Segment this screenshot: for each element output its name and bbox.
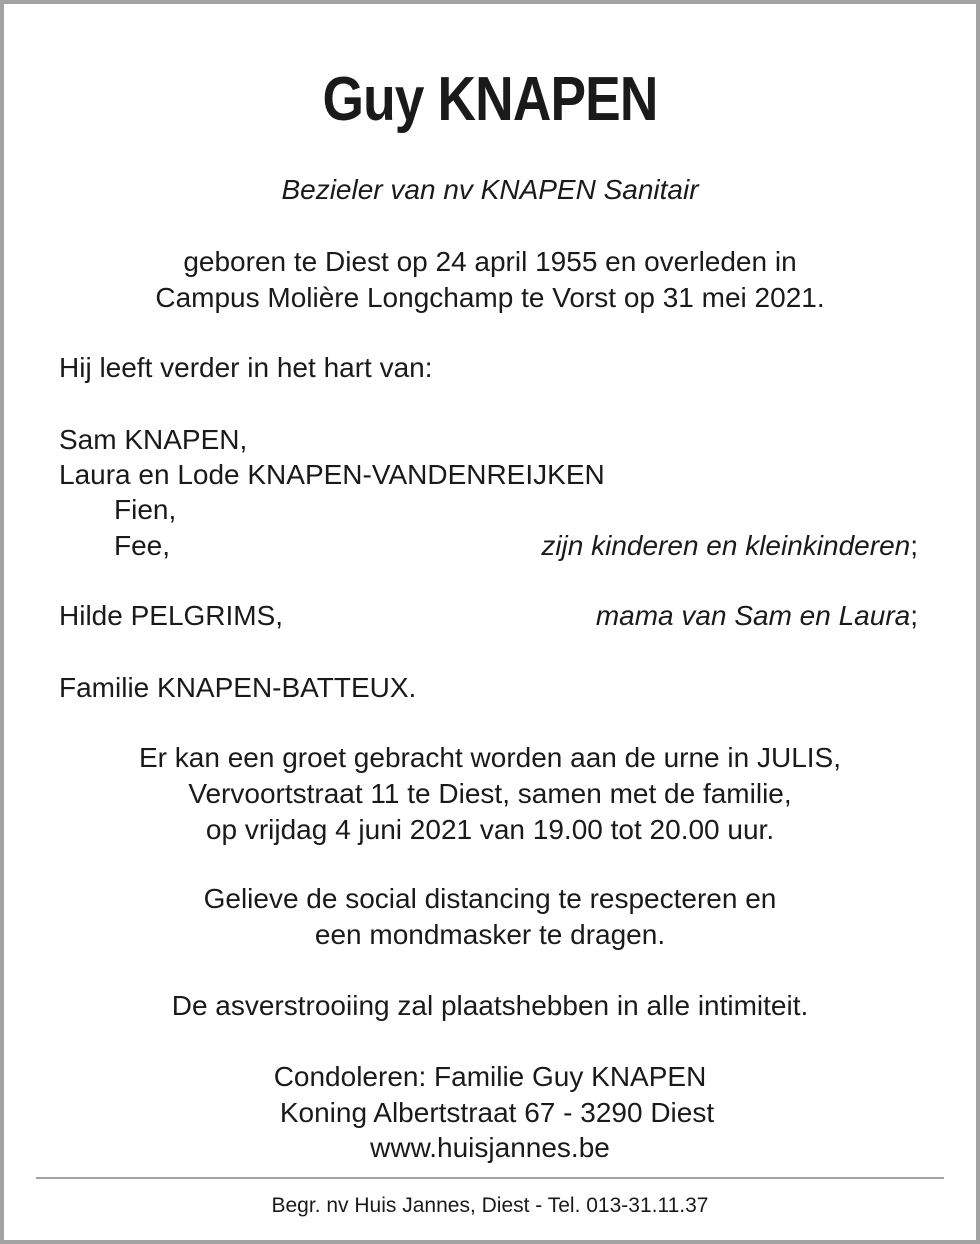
distancing-line-2: een mondmasker te dragen. (314, 919, 666, 950)
children-role (541, 528, 918, 564)
distancing-line-1: Gelieve de social distancing te respecteren en (203, 883, 777, 914)
scattering-text: De asverstrooiing zal plaatshebben in alle intimiteit. (171, 990, 809, 1021)
condolences-address: Koning Albertstraat 67 - 3290 Diest (279, 1097, 715, 1128)
family-member-fee: Fee, (114, 530, 171, 561)
hilde-role-text: mama van Sam en Laura (595, 600, 911, 631)
intro-text: Hij leeft verder in het hart van: (59, 352, 433, 383)
deceased-name: Guy KNAPEN (322, 65, 658, 134)
family-member-hilde: Hilde PELGRIMS, (59, 600, 284, 631)
hilde-role (596, 598, 918, 634)
family-member-fien: Fien, (114, 494, 177, 525)
subtitle: Bezieler van nv KNAPEN Sanitair (281, 174, 699, 205)
birth-line-1: geboren te Diest op 24 april 1955 en overleden in (183, 246, 797, 277)
hilde-role-punct: ; (910, 600, 918, 631)
family-member-sam: Sam KNAPEN, (59, 424, 248, 455)
greeting-line-1: Er kan een groet gebracht worden aan de urne in JULIS, (139, 742, 841, 773)
condolences-line-1: Condoleren: Familie Guy KNAPEN (273, 1061, 707, 1092)
greeting-line-2: Vervoortstraat 11 te Diest, samen met de familie, (188, 778, 792, 809)
footer-divider (36, 1177, 944, 1179)
children-role-text: zijn kinderen en kleinkinderen (541, 530, 911, 561)
condolences-website: www.huisjannes.be (370, 1132, 610, 1163)
family-batteux: Familie KNAPEN-BATTEUX. (59, 672, 417, 703)
family-member-laura: Laura en Lode KNAPEN-VANDENREIJKEN (59, 459, 605, 490)
footer-funeral-home: Begr. nv Huis Jannes, Diest - Tel. 013-31.11.37 (271, 1194, 709, 1217)
greeting-line-3: op vrijdag 4 juni 2021 van 19.00 tot 20.00 uur. (205, 814, 775, 845)
birth-line-2: Campus Molière Longchamp te Vorst op 31 mei 2021. (155, 282, 825, 313)
children-role-punct: ; (910, 530, 918, 561)
